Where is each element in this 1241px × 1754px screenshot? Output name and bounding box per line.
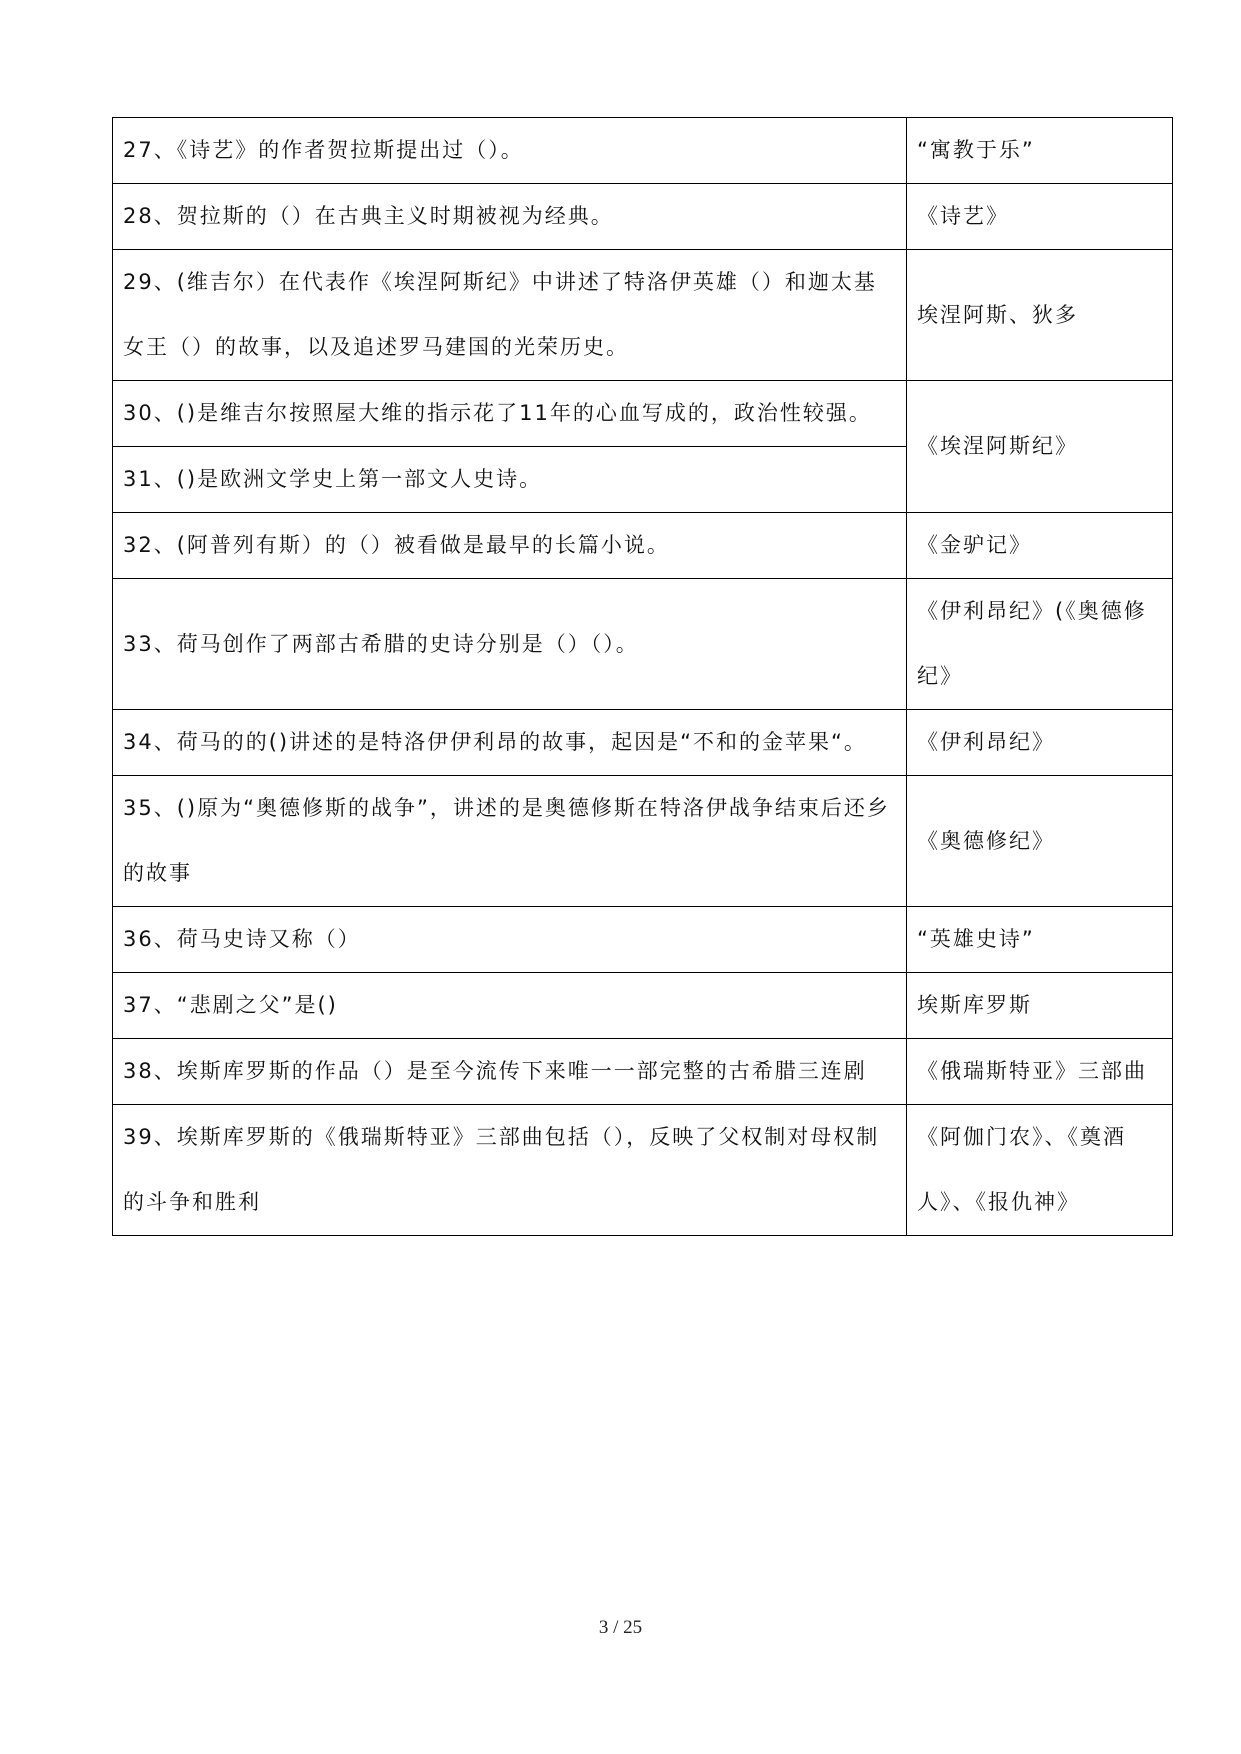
table-row — [113, 118, 1173, 184]
answer-cell: 埃斯库罗斯 — [907, 973, 1173, 1039]
question-cell: 31、()是欧洲文学史上第一部文人史诗。 — [113, 447, 907, 513]
question-cell: 37、“悲剧之父”是() — [113, 973, 907, 1039]
qa-table — [112, 117, 1173, 1236]
answer-cell: 《埃涅阿斯纪》 — [907, 381, 1173, 513]
table-row — [113, 184, 1173, 250]
table-row — [113, 250, 1173, 381]
question-cell: 38、埃斯库罗斯的作品（）是至今流传下来唯一一部完整的古希腊三连剧 — [113, 1039, 907, 1105]
answer-cell: 《伊利昂纪》 — [907, 710, 1173, 776]
question-cell: 39、埃斯库罗斯的《俄瑞斯特亚》三部曲包括（），反映了父权制对母权制的斗争和胜利 — [113, 1105, 907, 1236]
answer-cell: 《伊利昂纪》(《奥德修纪》 — [907, 579, 1173, 710]
question-cell: 33、荷马创作了两部古希腊的史诗分别是（）（）。 — [113, 579, 907, 710]
table-row — [113, 1039, 1173, 1105]
table-row — [113, 973, 1173, 1039]
question-cell: 30、()是维吉尔按照屋大维的指示花了11年的心血写成的，政治性较强。 — [113, 381, 907, 447]
answer-cell: 《阿伽门农》、《奠酒人》、《报仇神》 — [907, 1105, 1173, 1236]
answer-cell: “寓教于乐” — [907, 118, 1173, 184]
page-number: 3 / 25 — [598, 1617, 643, 1638]
question-cell: 36、荷马史诗又称（） — [113, 907, 907, 973]
question-cell: 34、荷马的的()讲述的是特洛伊伊利昂的故事，起因是“不和的金苹果“。 — [113, 710, 907, 776]
question-cell: 32、(阿普列有斯）的（）被看做是最早的长篇小说。 — [113, 513, 907, 579]
question-cell: 29、(维吉尔）在代表作《埃涅阿斯纪》中讲述了特洛伊英雄（）和迦太基女王（）的故事，以及追述罗马建国的光荣历史。 — [113, 250, 907, 381]
question-cell: 28、贺拉斯的（）在古典主义时期被视为经典。 — [113, 184, 907, 250]
table-row — [113, 513, 1173, 579]
answer-cell: 《诗艺》 — [907, 184, 1173, 250]
table-row — [113, 776, 1173, 907]
question-cell: 35、()原为“奥德修斯的战争”，讲述的是奥德修斯在特洛伊战争结束后还乡的故事 — [113, 776, 907, 907]
table-row — [113, 1105, 1173, 1236]
table-row — [113, 710, 1173, 776]
answer-cell: 埃涅阿斯、狄多 — [907, 250, 1173, 381]
answer-cell: 《金驴记》 — [907, 513, 1173, 579]
table-row — [113, 381, 1173, 447]
question-cell: 27、《诗艺》的作者贺拉斯提出过（）。 — [113, 118, 907, 184]
answer-cell: “英雄史诗” — [907, 907, 1173, 973]
answer-cell: 《奥德修纪》 — [907, 776, 1173, 907]
answer-cell: 《俄瑞斯特亚》三部曲 — [907, 1039, 1173, 1105]
table-row — [113, 907, 1173, 973]
table-row — [113, 579, 1173, 710]
